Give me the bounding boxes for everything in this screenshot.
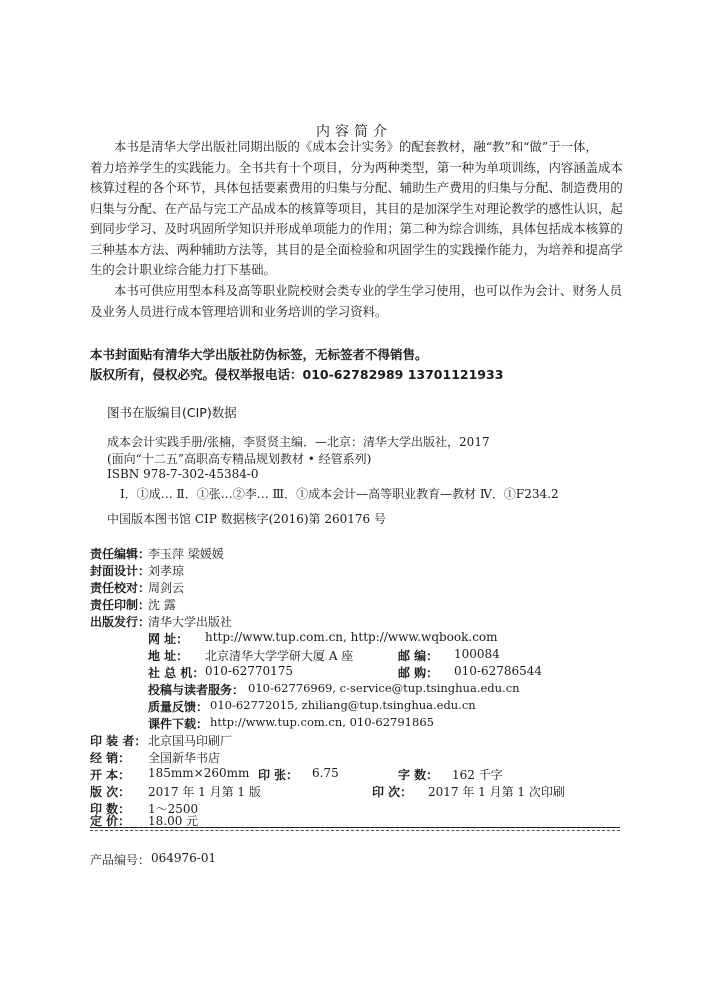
summary-line: 本书是清华大学出版社同期出版的《成本会计实务》的配套教材，融“教”和“做”于一体， — [114, 139, 598, 154]
switchboard-value: 010-62770175 — [205, 664, 294, 678]
cip-classification: Ⅰ．①成… Ⅱ．①张…②李… Ⅲ．①成本会计—高等职业教育—教材 Ⅳ．①F234.2 — [120, 487, 559, 501]
product-code-value: 064976-01 — [151, 851, 217, 865]
product-code-label: 产品编号： — [90, 853, 151, 867]
edition-value: 2017 年 1 月第 1 版 — [148, 785, 261, 799]
mail-order-value: 010-62786544 — [454, 664, 543, 678]
publisher-value: 清华大学出版社 — [148, 615, 233, 629]
publisher-label: 出版发行： — [90, 615, 151, 629]
courseware-value: http://www.tup.com.cn, 010-62791865 — [210, 715, 434, 729]
summary-line: 归集与分配、在产品与完工产品成本的核算等项目，其目的是加深学生对理论教学的感性认识，起 — [90, 200, 623, 216]
edition-label: 版 次： — [90, 785, 131, 799]
cip-line: 成本会计实践手册/张楠，李贤贤主编．—北京：清华大学出版社，2017 — [107, 435, 490, 449]
summary-line: 及业务人员进行成本管理培训和业务培训的学习资料。 — [90, 303, 388, 319]
print-run-label: 印 数： — [90, 802, 131, 816]
cover-design-label: 封面设计： — [90, 564, 151, 578]
courseware-label: 课件下载： — [148, 717, 209, 731]
editor-value: 李玉萍 梁媛媛 — [148, 547, 224, 561]
summary-line: 核算过程的各个环节，具体包括要素费用的归集与分配、辅助生产费用的归集与分配、制造费用的 — [90, 180, 623, 195]
word-count-label: 字 数： — [398, 768, 439, 782]
cip-line: (面向“十二五”高职高专精品规划教材 • 经管系列) — [107, 452, 372, 466]
divider-dashed — [90, 830, 620, 831]
switchboard-label: 社 总 机： — [148, 666, 205, 680]
address-label: 地 址： — [148, 649, 189, 663]
summary-line: 本书可供应用型本科及高等职业院校财会类专业的学生学习使用，也可以作为会计、财务人员 — [114, 283, 623, 298]
distributor-value: 全国新华书店 — [148, 751, 221, 765]
cip-line: ISBN 978-7-302-45384-0 — [107, 467, 259, 481]
printer-label: 印 装 者： — [90, 734, 147, 748]
distributor-label: 经 销： — [90, 751, 131, 765]
copyright-notice: 版权所有，侵权必究。侵权举报电话：010-62782989 13701121933 — [90, 367, 504, 382]
postcode-value: 100084 — [454, 647, 500, 661]
summary-line: 到同步学习、及时巩固所学知识并形成单项能力的作用；第二种为综合训练，具体包括成本核算的 — [90, 221, 623, 236]
print-supervisor-value: 沈 露 — [148, 598, 176, 612]
cip-heading: 图书在版编目(CIP)数据 — [107, 405, 237, 420]
submission-value: 010-62776969, c-service@tup.tsinghua.edu.cn — [248, 681, 520, 695]
price-value: 18.00 元 — [148, 814, 199, 828]
format-label: 开 本： — [90, 768, 131, 782]
summary-line: 三种基本方法、两种辅助方法等，其目的是全面检验和巩固学生的实践操作能力，为培养和提高学 — [90, 241, 623, 257]
price-label: 定 价： — [90, 814, 131, 828]
sheets-label: 印 张： — [258, 768, 299, 782]
quality-feedback-label: 质量反馈： — [148, 700, 209, 714]
impression-label: 印 次： — [372, 785, 413, 799]
printer-value: 北京国马印刷厂 — [148, 734, 233, 748]
summary-line: 着力培养学生的实践能力。全书共有十个项目，分为两种类型，第一种为单项训练，内容涵盖成本 — [90, 159, 623, 175]
format-value: 185mm×260mm — [148, 766, 250, 780]
cip-record-number: 中国版本图书馆 CIP 数据核字(2016)第 260176 号 — [107, 512, 386, 526]
proofreader-label: 责任校对： — [90, 581, 151, 595]
word-count-value: 162 千字 — [452, 768, 503, 782]
website-label: 网 址： — [148, 632, 189, 646]
divider-solid — [90, 827, 620, 828]
sheets-value: 6.75 — [312, 766, 339, 780]
summary-paragraph-2 — [90, 281, 625, 322]
postcode-label: 邮 编： — [398, 649, 439, 663]
address-value: 北京清华大学学研大厦 A 座 — [205, 649, 354, 663]
summary-line: 生的会计职业综合能力打下基础。 — [90, 262, 276, 277]
anti-counterfeit-notice: 本书封面贴有清华大学出版社防伪标签，无标签者不得销售。 — [90, 347, 428, 362]
editor-label: 责任编辑： — [90, 547, 151, 561]
summary-paragraph-1 — [90, 137, 625, 281]
proofreader-value: 周剑云 — [148, 581, 185, 595]
cover-design-value: 刘孝琼 — [148, 564, 185, 578]
print-run-value: 1～2500 — [148, 802, 199, 816]
quality-feedback-value: 010-62772015, zhiliang@tup.tsinghua.edu.cn — [210, 698, 476, 712]
impression-value: 2017 年 1 月第 1 次印刷 — [428, 785, 565, 799]
print-supervisor-label: 责任印制： — [90, 598, 151, 612]
summary-title: 内容简介 — [316, 124, 392, 140]
website-value: http://www.tup.com.cn, http://www.wqbook.com — [205, 630, 498, 644]
mail-order-label: 邮 购： — [398, 666, 439, 680]
submission-label: 投稿与读者服务： — [148, 683, 245, 697]
